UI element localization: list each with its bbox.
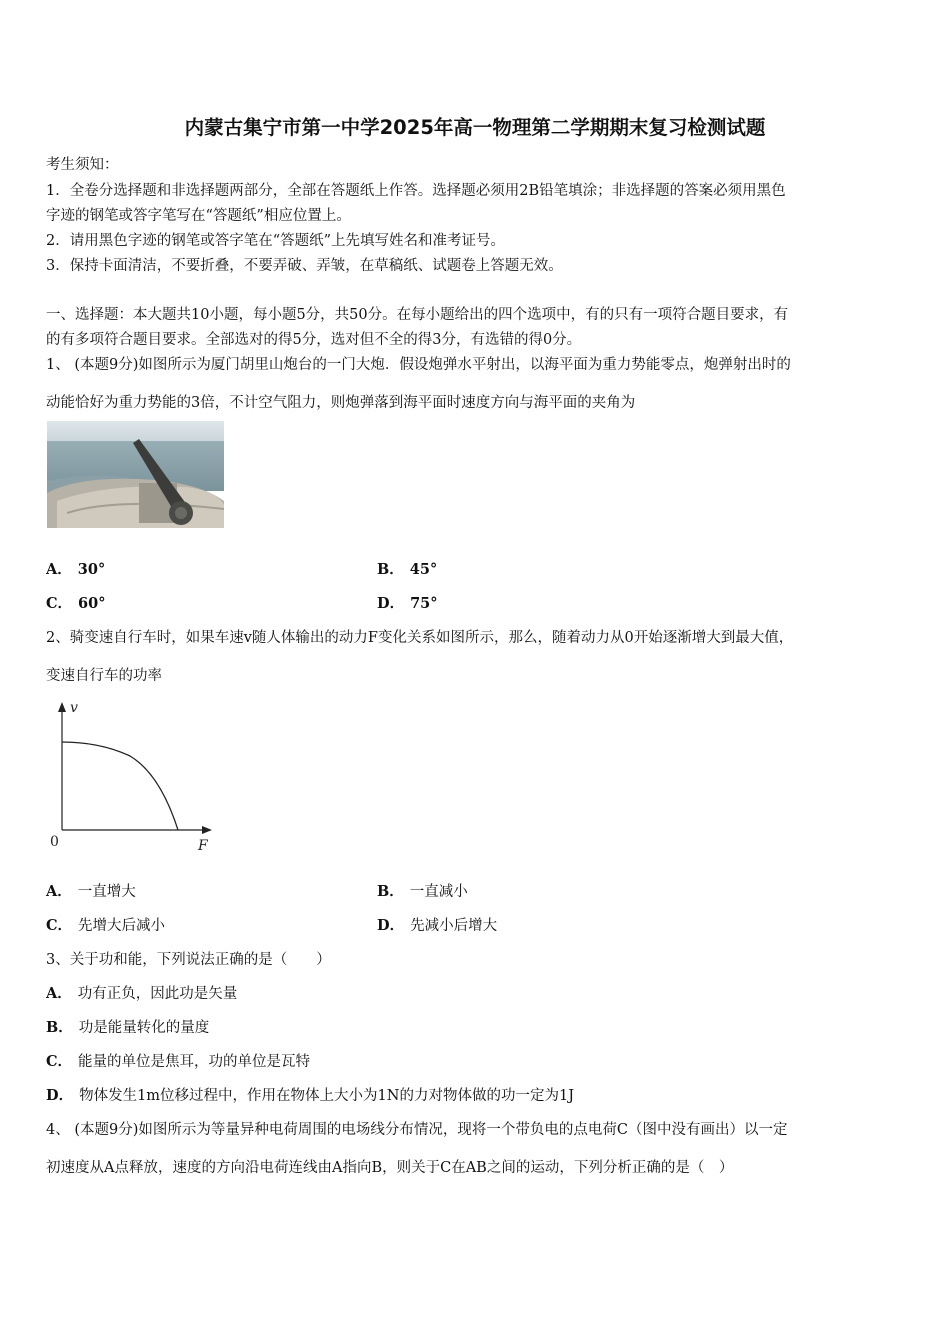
option-text: 能量的单位是焦耳，功的单位是瓦特 xyxy=(78,1054,311,1070)
notice-item: 3．保持卡面清洁，不要折叠，不要弄破、弄皱，在草稿纸、试题卷上答题无效。 xyxy=(46,258,563,274)
q1-option-b xyxy=(377,558,437,579)
q2-stem: 变速自行车的功率 xyxy=(46,668,162,684)
x-axis-label: F xyxy=(198,838,208,854)
section-instructions: 的有多项符合题目要求。全部选对的得5分，选对但不全的得3分，有选错的得0分。 xyxy=(46,332,582,348)
option-text: 60° xyxy=(78,595,106,612)
option-text: 物体发生1m位移过程中，作用在物体上大小为1N的力对物体做的功一定为1J xyxy=(79,1088,575,1104)
option-text: 功有正负，因此功是矢量 xyxy=(77,986,238,1002)
q4-stem: 4、 (本题9分)如图所示为等量异种电荷周围的电场线分布情况，现将一个带负电的点电荷C（图中没有画出）以一定 xyxy=(46,1122,788,1138)
q2-option-b xyxy=(377,880,468,901)
option-label: C． xyxy=(46,1053,73,1070)
option-label: D． xyxy=(377,595,405,612)
q1-stem: 1、 (本题9分)如图所示为厦门胡里山炮台的一门大炮．假设炮弹水平射出，以海平面为重力势能零点，炮弹射出时的 xyxy=(46,357,791,373)
option-label: B． xyxy=(377,883,404,900)
option-text: 75° xyxy=(410,595,438,612)
option-text: 一直增大 xyxy=(77,884,136,900)
origin-label: 0 xyxy=(50,834,59,850)
option-label: A． xyxy=(46,985,72,1002)
option-label: C． xyxy=(46,917,73,934)
v-f-graph xyxy=(40,698,220,858)
q1-option-c xyxy=(46,592,105,613)
option-label: D． xyxy=(377,917,405,934)
option-label: B． xyxy=(377,561,404,578)
q1-option-a xyxy=(46,558,105,579)
q3-option-b xyxy=(46,1016,209,1037)
q3-option-d xyxy=(46,1084,574,1105)
option-label: A． xyxy=(46,883,72,900)
q3-option-a xyxy=(46,982,237,1003)
q2-option-c xyxy=(46,914,165,935)
page-title: 内蒙古集宁市第一中学2025年高一物理第二学期期末复习检测试题 xyxy=(184,116,766,139)
option-label: D． xyxy=(46,1087,74,1104)
cannon-photo xyxy=(47,421,224,528)
option-text: 先减小后增大 xyxy=(410,918,498,934)
option-text: 功是能量转化的量度 xyxy=(78,1020,210,1036)
notice-item: 字迹的钢笔或答字笔写在“答题纸”相应位置上。 xyxy=(46,208,351,224)
option-label: C． xyxy=(46,595,73,612)
option-text: 45° xyxy=(409,561,438,578)
q1-option-d xyxy=(377,592,438,613)
option-label: A． xyxy=(46,561,72,578)
q4-stem: 初速度从A点释放，速度的方向沿电荷连线由A指向B，则关于C在AB之间的运动，下列分析正确的是（ ） xyxy=(46,1160,734,1176)
q3-stem: 3、关于功和能，下列说法正确的是（ ） xyxy=(46,952,331,968)
section-instructions: 一、选择题：本大题共10小题，每小题5分，共50分。在每小题给出的四个选项中，有的只有一项符合题目要求，有 xyxy=(46,307,789,323)
option-label: B． xyxy=(46,1019,73,1036)
option-text: 一直减小 xyxy=(409,884,468,900)
q1-stem: 动能恰好为重力势能的3倍，不计空气阻力，则炮弹落到海平面时速度方向与海平面的夹角为 xyxy=(46,395,636,411)
q2-option-d xyxy=(377,914,497,935)
notice-item: 1．全卷分选择题和非选择题两部分，全部在答题纸上作答。选择题必须用2B铅笔填涂；非选择题的答案必须用黑色 xyxy=(46,183,786,199)
q2-option-a xyxy=(46,880,136,901)
option-text: 30° xyxy=(77,561,106,578)
notice-item: 2．请用黑色字迹的钢笔或答字笔在“答题纸”上先填写姓名和准考证号。 xyxy=(46,233,506,249)
notice-heading: 考生须知： xyxy=(46,157,119,173)
q3-option-c xyxy=(46,1050,310,1071)
y-axis-label: v xyxy=(70,700,78,716)
option-text: 先增大后减小 xyxy=(78,918,166,934)
q2-stem: 2、骑变速自行车时，如果车速v随人体输出的动力F变化关系如图所示，那么，随着动力从0开始逐渐增大到最大值， xyxy=(46,630,794,646)
